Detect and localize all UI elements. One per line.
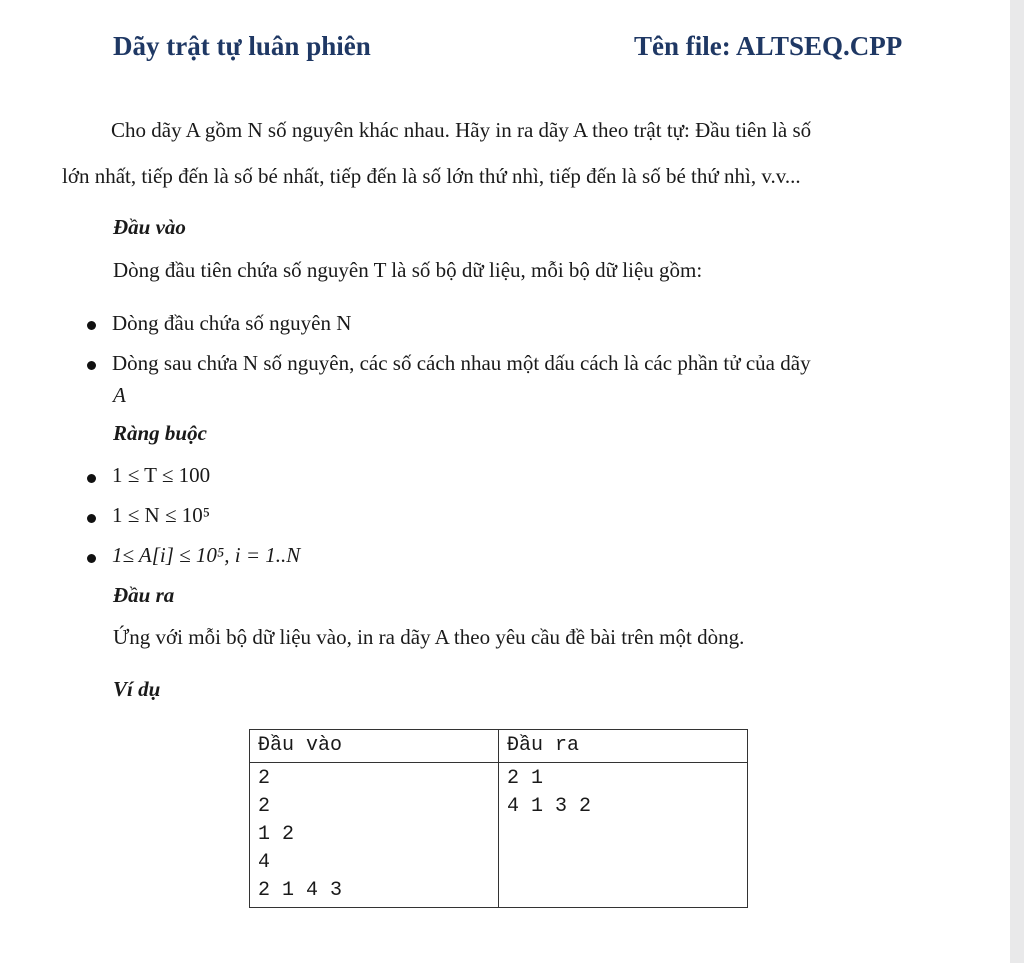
table-header-row: [250, 730, 748, 763]
bullet-dot: [87, 361, 96, 370]
example-heading: Ví dụ: [113, 677, 161, 701]
statement-line-2: lớn nhất, tiếp đến là số bé nhất, tiếp đến là số lớn thứ nhì, tiếp đến là số bé thứ nhì, v.v...: [62, 164, 801, 188]
input-bullet-2-continuation: A: [113, 383, 126, 407]
constraint-t: 1 ≤ T ≤ 100: [112, 463, 211, 487]
column-header-output: Đầu ra: [499, 730, 748, 763]
bullet-dot: [87, 474, 96, 483]
input-cell: [250, 763, 499, 908]
problem-title: Dãy trật tự luân phiên: [113, 31, 371, 61]
table-row: [250, 763, 748, 908]
output-heading: Đầu ra: [113, 583, 175, 607]
output-text: Ứng với mỗi bộ dữ liệu vào, in ra dãy A theo yêu cầu đề bài trên một dòng.: [113, 625, 745, 649]
input-bullet-1: Dòng đầu chứa số nguyên N: [112, 311, 352, 335]
input-heading: Đầu vào: [113, 215, 186, 239]
example-table: [249, 729, 748, 908]
input-line: 4: [258, 851, 271, 874]
input-intro: Dòng đầu tiên chứa số nguyên T là số bộ dữ liệu, mỗi bộ dữ liệu gồm:: [113, 258, 703, 282]
column-header-input: Đầu vào: [250, 730, 499, 763]
constraint-n: 1 ≤ N ≤ 10⁵: [112, 503, 211, 527]
input-bullet-2: Dòng sau chứa N số nguyên, các số cách nhau một dấu cách là các phần tử của dãy: [112, 351, 811, 375]
output-cell: [499, 763, 748, 908]
bullet-dot: [87, 514, 96, 523]
constraints-heading: Ràng buộc: [113, 421, 207, 445]
bullet-dot: [87, 321, 96, 330]
file-name-label: Tên file: ALTSEQ.CPP: [634, 31, 903, 61]
page-edge: [1010, 0, 1024, 963]
output-line: 2 1: [507, 767, 544, 790]
constraint-a: 1≤ A[i] ≤ 10⁵, i = 1..N: [112, 543, 301, 567]
statement-line-1: Cho dãy A gồm N số nguyên khác nhau. Hãy in ra dãy A theo trật tự: Đầu tiên là số: [111, 118, 812, 142]
input-line: 2: [258, 767, 271, 790]
input-line: 2 1 4 3: [258, 879, 343, 902]
bullet-dot: [87, 554, 96, 563]
output-line: 4 1 3 2: [507, 795, 592, 818]
input-line: 1 2: [258, 823, 295, 846]
input-line: 2: [258, 795, 271, 818]
